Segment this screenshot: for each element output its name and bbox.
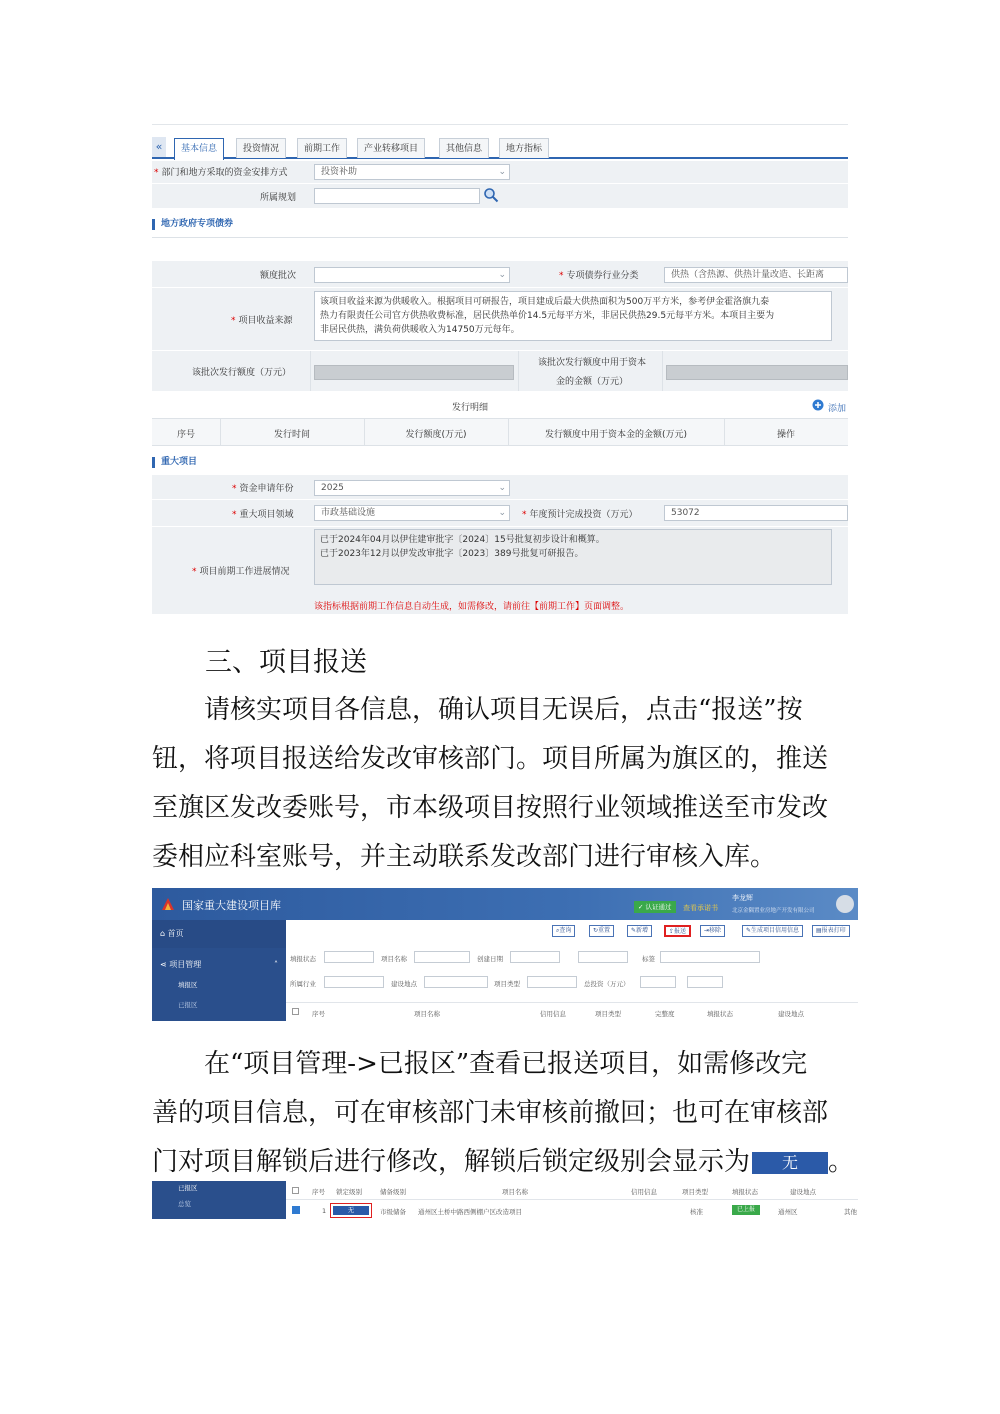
col-lock: 锁定级别 <box>336 1188 362 1196</box>
divider <box>286 1002 858 1003</box>
paragraph-reported <box>152 1040 855 1187</box>
bond-industry-label: * 专项债券行业分类 <box>559 271 639 281</box>
filter-invest-min[interactable] <box>640 976 676 988</box>
filter-location-label: 建设地点 <box>391 980 417 988</box>
issue-detail-title: 发行明细 <box>452 403 489 413</box>
major-field-select[interactable]: 市政基础设施 ⌄ <box>314 505 510 521</box>
app-logo-icon <box>160 896 176 912</box>
project-list-screenshot <box>152 888 858 1021</box>
col-name: 项目名称 <box>502 1188 528 1196</box>
sidebar-item-home[interactable]: ⌂ 首页 <box>152 920 286 948</box>
col-credit: 信用信息 <box>631 1188 657 1196</box>
select-all-checkbox[interactable] <box>292 1187 299 1194</box>
row-bg <box>152 184 848 208</box>
query-button[interactable]: ⌕查询 <box>552 925 575 937</box>
filter-industry-label: 所属行业 <box>290 980 316 988</box>
plan-input[interactable] <box>314 188 480 204</box>
revenue-source-textarea[interactable]: 该项目收益来源为供暖收入。根据项目可研报告，项目建成后最大供热面积为500万平方米，参考伊金霍洛旗九泰 热力有限责任公司官方供热收费标准，居民供热单价14.5元每平方米，非居民供热29.5元每平方米。本项目主要为 非居民供热，满负荷供暖收入为14750万元每年。 <box>314 291 832 341</box>
detail-col-amount: 发行额度(万元) <box>405 430 467 440</box>
col-index: 序号 <box>312 1188 325 1196</box>
chevron-up-icon: ˄ <box>274 960 278 969</box>
annual-invest-label: * 年度预计完成投资（万元） <box>522 510 638 520</box>
chevron-down-icon: ⌄ <box>498 270 506 280</box>
add-button[interactable]: ✎新增 <box>627 925 652 937</box>
divider <box>662 351 663 391</box>
remove-button[interactable]: ⇥移除 <box>700 925 725 937</box>
row-type: 核准 <box>690 1208 703 1216</box>
col-completeness: 完整度 <box>655 1010 675 1018</box>
filter-name-label: 项目名称 <box>381 955 407 963</box>
fund-arrangement-select[interactable]: 投资补助 ⌄ <box>314 164 510 180</box>
para-line: 门对项目解锁后进行修改，解锁后锁定级别会显示为 无 。 <box>152 1147 855 1177</box>
row-checkbox[interactable] <box>292 1206 300 1214</box>
issue-amount-input[interactable] <box>314 365 514 380</box>
issue-capital-input[interactable] <box>666 365 848 380</box>
row-name-link[interactable]: 通州区土桥中路西侧棚户区改造项目 <box>418 1208 522 1216</box>
filter-date-start[interactable] <box>510 951 560 963</box>
form-screenshot <box>152 124 848 614</box>
detail-col-index: 序号 <box>176 430 195 440</box>
lock-level-cell: 无 <box>330 1203 372 1218</box>
para-line: 在“项目管理->已报区”查看已报送项目，如需修改完 <box>204 1049 808 1079</box>
detail-col-time: 发行时间 <box>273 430 310 440</box>
reported-list-screenshot <box>152 1181 858 1219</box>
row-extra: 其他 <box>844 1208 857 1216</box>
tab-industry-transfer[interactable]: 产业转移项目 <box>357 138 425 158</box>
filter-date-label: 创建日期 <box>477 955 503 963</box>
plan-label: 所属规划 <box>260 193 297 203</box>
row-reserve: 市级储备 <box>380 1208 406 1216</box>
chevron-down-icon: ⌄ <box>498 483 506 493</box>
home-icon: ⌂ <box>160 929 166 938</box>
search-icon[interactable] <box>483 187 499 203</box>
revenue-source-label: * 项目收益来源 <box>231 316 293 326</box>
sidebar <box>152 1181 286 1219</box>
filter-name-input[interactable] <box>414 951 470 963</box>
commitment-link[interactable]: 查看承诺书 <box>683 904 718 912</box>
progress-label: * 项目前期工作进展情况 <box>192 567 290 577</box>
col-status: 填报状态 <box>732 1188 758 1196</box>
credit-info-button[interactable]: ✎生成项目信用信息 <box>742 925 803 937</box>
tab-scroll-left-icon[interactable]: « <box>152 137 166 157</box>
para-line: 钮，将项目报送给发改审核部门。项目所属为旗区的，推送 <box>152 744 829 774</box>
divider <box>310 351 311 391</box>
lock-level-badge: 无 <box>752 1152 828 1174</box>
verified-badge: ✓ 认证通过 <box>634 901 676 913</box>
col-reserve: 储备级别 <box>380 1188 406 1196</box>
sidebar-item-project-mgmt[interactable]: ⋖ 项目管理 ˄ <box>152 956 286 974</box>
tab-bar <box>152 135 848 159</box>
filter-status-label: 填报状态 <box>290 955 316 963</box>
progress-warning: 该指标根据前期工作信息自动生成，如需修改，请前往【前期工作】页面调整。 <box>314 602 630 612</box>
apply-year-select[interactable]: 2025 ⌄ <box>314 480 510 496</box>
filter-location-select[interactable] <box>424 976 488 988</box>
add-circle-icon[interactable] <box>812 399 824 411</box>
divider <box>286 1199 858 1200</box>
divider <box>518 351 519 391</box>
col-type: 项目类型 <box>595 1010 621 1018</box>
app-title: 国家重大建设项目库 <box>182 899 281 912</box>
paragraph-submit <box>152 686 852 882</box>
detail-col-capital: 发行额度中用于资本金的金额(万元) <box>544 430 688 440</box>
tab-local-indicators[interactable]: 地方指标 <box>499 138 549 158</box>
filter-date-end[interactable] <box>578 951 628 963</box>
tab-investment[interactable]: 投资情况 <box>236 138 286 158</box>
progress-textarea[interactable]: 已于2024年04月以伊住建审批字〔2024〕15号批复初步设计和概算。 已于2023年12月以伊发改审批字〔2023〕389号批复可研报告。 <box>314 529 832 585</box>
para-line: 善的项目信息，可在审核部门未审核前撤回；也可在审核部 <box>152 1098 829 1128</box>
annual-invest-input[interactable]: 53072 <box>664 505 848 521</box>
bond-industry-select[interactable]: 供热（含热源、供热计量改造、长距离 <box>664 267 848 283</box>
issue-amount-label: 该批次发行额度（万元） <box>192 368 292 378</box>
col-status: 填报状态 <box>707 1010 733 1018</box>
reset-button[interactable]: ↻重置 <box>589 925 614 937</box>
para-line: 至旗区发改委账号，市本级项目按照行业领域推送至市发改 <box>152 793 829 823</box>
filter-type-label: 项目类型 <box>494 980 520 988</box>
share-icon: ⋖ <box>160 960 167 969</box>
col-location: 建设地点 <box>778 1010 804 1018</box>
divider <box>152 445 848 446</box>
avatar[interactable] <box>836 895 854 913</box>
add-detail-button[interactable]: 添加 <box>828 404 847 414</box>
app-header <box>152 888 858 920</box>
select-all-checkbox[interactable] <box>292 1008 299 1015</box>
sidebar-item-reported[interactable]: 已报区 <box>178 1184 198 1192</box>
divider <box>152 237 848 238</box>
user-company: 北京金隅置业房地产开发有限公司 <box>732 908 815 914</box>
filter-tag-select[interactable] <box>660 951 760 963</box>
issue-capital-label: 该批次发行额度中用于资本 金的金额（万元） <box>537 358 646 387</box>
tab-preliminary-work[interactable]: 前期工作 <box>297 138 347 158</box>
detail-col-action: 操作 <box>776 430 795 440</box>
row-index: 1 <box>322 1207 327 1215</box>
sidebar-item-overview[interactable]: 总览 <box>178 1200 191 1208</box>
para-line: 委相应科室账号，并主动联系发改部门进行审核入库。 <box>152 842 777 872</box>
filter-invest-max[interactable] <box>687 976 723 988</box>
filter-status-select[interactable] <box>324 951 374 963</box>
fund-arrangement-label: * 部门和地方采取的资金安排方式 <box>154 168 288 178</box>
quota-batch-label: 额度批次 <box>260 271 297 281</box>
row-status-badge: 已上报 <box>732 1205 760 1215</box>
filter-invest-label: 总投资（万元） <box>584 980 630 988</box>
col-index: 序号 <box>312 1010 325 1018</box>
row-location: 通州区 <box>778 1208 798 1216</box>
user-name: 李龙辉 <box>732 894 753 902</box>
sidebar-item-reported[interactable]: 已报区 <box>178 1001 198 1009</box>
col-location: 建设地点 <box>790 1188 816 1196</box>
col-type: 项目类型 <box>682 1188 708 1196</box>
col-name: 项目名称 <box>414 1010 440 1018</box>
report-print-button[interactable]: ▤报表打印 <box>812 925 850 937</box>
submit-button[interactable]: ⇪报送 <box>664 925 691 937</box>
quota-batch-select[interactable] <box>314 267 510 283</box>
chevron-down-icon: ⌄ <box>498 508 506 518</box>
tab-basic-info[interactable]: 基本信息 <box>174 138 224 160</box>
filter-tag-label: 标签 <box>642 955 655 963</box>
major-field-label: * 重大项目领域 <box>232 510 294 520</box>
filter-industry-select[interactable] <box>324 976 384 988</box>
col-credit: 信用信息 <box>540 1010 566 1018</box>
section-major-title: 重大项目 <box>152 457 197 468</box>
section-bond-title: 地方政府专项债券 <box>152 219 233 230</box>
apply-year-label: * 资金申请年份 <box>232 484 294 494</box>
sidebar-item-fill[interactable]: 填报区 <box>178 981 198 989</box>
section-heading: 三、项目报送 <box>205 647 367 678</box>
tab-other-info[interactable]: 其他信息 <box>439 138 489 158</box>
sidebar <box>152 920 286 1021</box>
chevron-down-icon: ⌄ <box>498 167 506 177</box>
para-line: 请核实项目各信息，确认项目无误后，点击“报送”按 <box>204 695 803 725</box>
filter-type-select[interactable] <box>527 976 577 988</box>
